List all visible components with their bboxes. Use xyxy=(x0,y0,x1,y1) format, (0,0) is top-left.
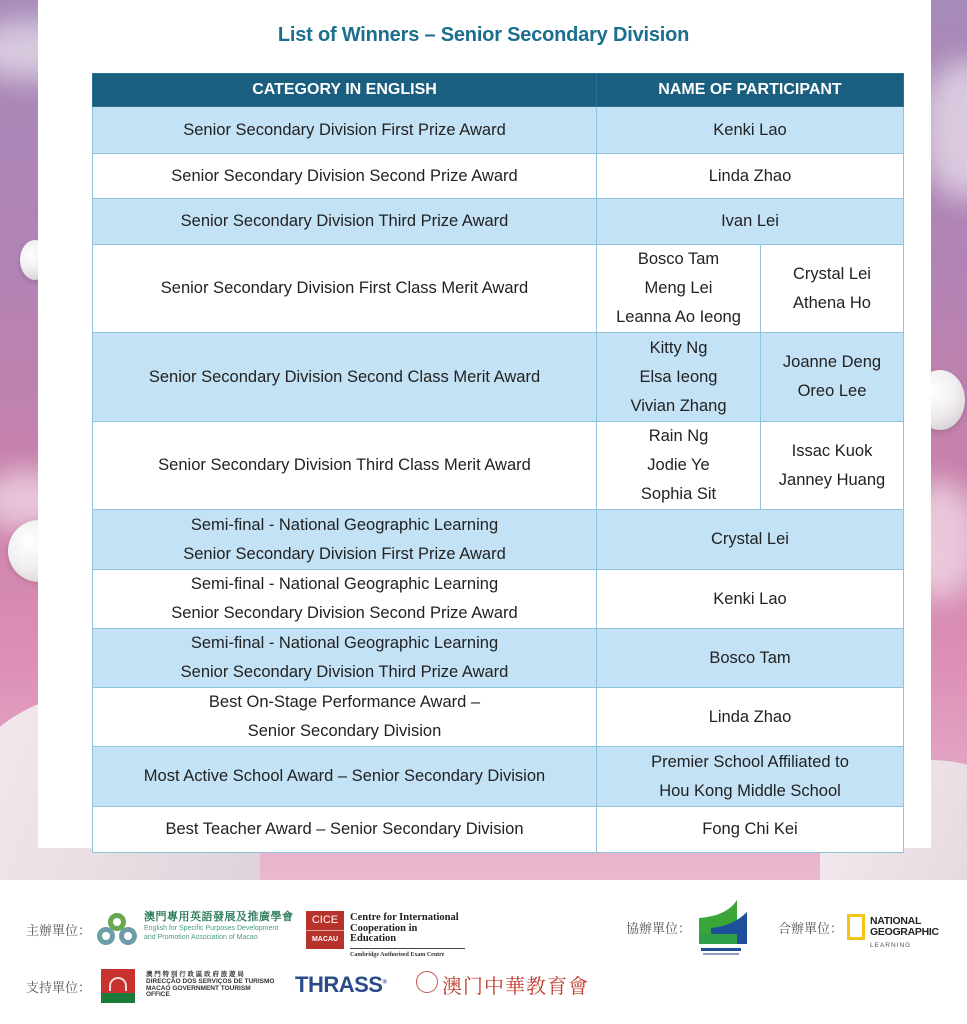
participant-name: Vivian Zhang xyxy=(630,396,727,415)
participant-cell xyxy=(597,107,904,154)
category-text: Senior Secondary Division First Class Merit Award xyxy=(160,279,529,297)
category-text: Semi-final - National Geographic Learning xyxy=(190,575,499,593)
participant-name: Elsa Ieong xyxy=(639,367,718,386)
category-text: Senior Secondary Division Second Prize Award xyxy=(171,166,518,185)
participant-name: Meng Lei xyxy=(644,279,713,297)
winners-table xyxy=(92,73,904,853)
category-cell xyxy=(93,422,597,510)
table-row xyxy=(93,422,904,510)
natgeo-name xyxy=(870,916,939,937)
natgeo-line-2: GEOGRAPHIC xyxy=(870,925,939,938)
registered-mark: ® xyxy=(382,979,387,986)
thrass-text: THRASS xyxy=(295,972,383,997)
participant-name: Crystal Lei xyxy=(711,530,789,548)
supporter-label: 支持單位： xyxy=(26,980,92,995)
espda-logo-icon xyxy=(96,910,138,950)
mgto-name xyxy=(146,972,276,999)
participant-name: Kitty Ng xyxy=(649,338,708,357)
category-text: Semi-final - National Geographic Learning xyxy=(190,634,499,652)
participant-name: Kenki Lao xyxy=(713,120,787,139)
table-row xyxy=(93,154,904,199)
organizer-label: 主辦單位： xyxy=(26,923,92,938)
category-cell xyxy=(93,510,597,570)
cice-logo-top: CICE xyxy=(306,911,344,931)
natgeo-line-1: NATIONAL xyxy=(870,915,922,927)
header-category: CATEGORY IN ENGLISH xyxy=(93,74,597,107)
cice-name-line-1: Centre for International xyxy=(350,912,459,923)
table-row xyxy=(93,629,904,688)
participant-name: Bosco Tam xyxy=(637,250,720,268)
participant-name: Crystal Lei xyxy=(793,264,871,283)
participant-cell-right xyxy=(761,333,904,422)
category-text: Senior Secondary Division First Prize Award xyxy=(183,544,506,563)
espda-name-en-1: English for Specific Purposes Development xyxy=(144,925,279,932)
participant-name: Leanna Ao Ieong xyxy=(616,308,741,326)
co-organizer-label: 協辦單位： xyxy=(626,921,692,936)
participant-cell-right xyxy=(761,245,904,333)
participant-cell xyxy=(597,199,904,245)
page-title: List of Winners – Senior Secondary Division xyxy=(277,24,690,46)
table-row xyxy=(93,107,904,154)
participant-cell xyxy=(597,688,904,747)
category-cell xyxy=(93,807,597,853)
cice-name-line-2: Cooperation in Education xyxy=(350,922,418,944)
category-cell xyxy=(93,199,597,245)
participant-cell xyxy=(597,154,904,199)
mgto-logo-icon xyxy=(101,969,135,1003)
category-text: Senior Secondary Division Third Prize Award xyxy=(180,663,509,681)
category-cell xyxy=(93,570,597,629)
table-row xyxy=(93,807,904,853)
cice-subtitle: Cambridge Authorised Exam Centre xyxy=(350,948,465,958)
participant-name: Linda Zhao xyxy=(708,166,792,185)
participant-name: Kenki Lao xyxy=(713,589,787,608)
education-association-emblem-icon xyxy=(416,971,438,993)
participant-name: Premier School Affiliated to xyxy=(651,752,849,771)
participant-name: Hou Kong Middle School xyxy=(659,781,841,800)
category-cell xyxy=(93,747,597,807)
table-row xyxy=(93,199,904,245)
mgto-name-cn: 澳 門 特 別 行 政 區 政 府 旅 遊 局 xyxy=(146,971,244,978)
category-cell xyxy=(93,107,597,154)
participant-name: Janney Huang xyxy=(778,470,886,489)
participant-name: Joanne Deng xyxy=(782,353,882,371)
participant-cell-left xyxy=(597,245,761,333)
cice-logo-bottom: MACAU xyxy=(311,936,339,943)
category-cell xyxy=(93,629,597,688)
table-row xyxy=(93,245,904,333)
participant-cell-left xyxy=(597,422,761,510)
espda-name xyxy=(144,912,294,941)
category-text: Semi-final - National Geographic Learning xyxy=(190,515,499,534)
category-text: Senior Secondary Division Second Class Merit Award xyxy=(148,367,541,386)
participant-cell xyxy=(597,629,904,688)
sponsor-footer xyxy=(0,880,967,1024)
category-text: Senior Secondary Division Third Prize Award xyxy=(180,212,509,230)
espda-name-cn: 澳門專用英語發展及推廣學會 xyxy=(144,911,294,923)
table-row xyxy=(93,570,904,629)
category-text: Most Active School Award – Senior Secondary Division xyxy=(143,767,546,785)
category-cell xyxy=(93,154,597,199)
cice-logo xyxy=(306,911,344,949)
thrass-logo xyxy=(295,972,386,998)
dsedj-logo-icon xyxy=(697,898,749,958)
category-text: Senior Secondary Division Second Prize Award xyxy=(171,604,518,622)
category-text: Best Teacher Award – Senior Secondary Division xyxy=(165,820,524,838)
mgto-logo-base xyxy=(101,993,135,1003)
header-participant: NAME OF PARTICIPANT xyxy=(597,74,904,107)
participant-cell xyxy=(597,510,904,570)
participant-cell-left xyxy=(597,333,761,422)
participant-name: Linda Zhao xyxy=(708,707,792,726)
natgeo-frame-icon xyxy=(847,914,865,940)
participant-name: Athena Ho xyxy=(793,293,871,312)
participant-name: Jodie Ye xyxy=(647,456,710,474)
table-row xyxy=(93,747,904,807)
table-row xyxy=(93,688,904,747)
espda-name-en-2: and Promotion Association of Macao xyxy=(144,934,258,941)
participant-name: Fong Chi Kei xyxy=(702,820,798,838)
category-cell xyxy=(93,333,597,422)
participant-cell xyxy=(597,570,904,629)
table-row xyxy=(93,510,904,570)
mgto-name-en: MACAO GOVERNMENT TOURISM OFFICE xyxy=(146,984,251,999)
category-text: Senior Secondary Division First Prize Award xyxy=(183,120,506,139)
table-header-row xyxy=(93,74,904,107)
category-cell xyxy=(93,245,597,333)
participant-name: Ivan Lei xyxy=(721,212,779,230)
participant-cell xyxy=(597,747,904,807)
participant-cell xyxy=(597,807,904,853)
education-association-name: 澳门中華教育會 xyxy=(442,974,589,998)
participant-name: Rain Ng xyxy=(648,427,709,445)
category-text: Senior Secondary Division Third Class Merit Award xyxy=(158,456,531,474)
participant-name: Issac Kuok xyxy=(791,441,873,460)
participant-name: Sophia Sit xyxy=(640,485,717,503)
participant-name: Oreo Lee xyxy=(797,382,867,400)
category-cell xyxy=(93,688,597,747)
partner-label: 合辦單位： xyxy=(778,921,844,936)
mgto-name-pt: DIRECÇÃO DOS SERVIÇOS DE TURISMO xyxy=(146,977,275,985)
category-text: Best On-Stage Performance Award – xyxy=(208,693,481,711)
category-text: Senior Secondary Division xyxy=(247,722,442,740)
table-row xyxy=(93,333,904,422)
participant-name: Bosco Tam xyxy=(709,648,791,667)
natgeo-learning: LEARNING xyxy=(870,942,912,949)
cice-name xyxy=(350,913,465,958)
dome-icon xyxy=(109,977,127,991)
participant-cell-right xyxy=(761,422,904,510)
